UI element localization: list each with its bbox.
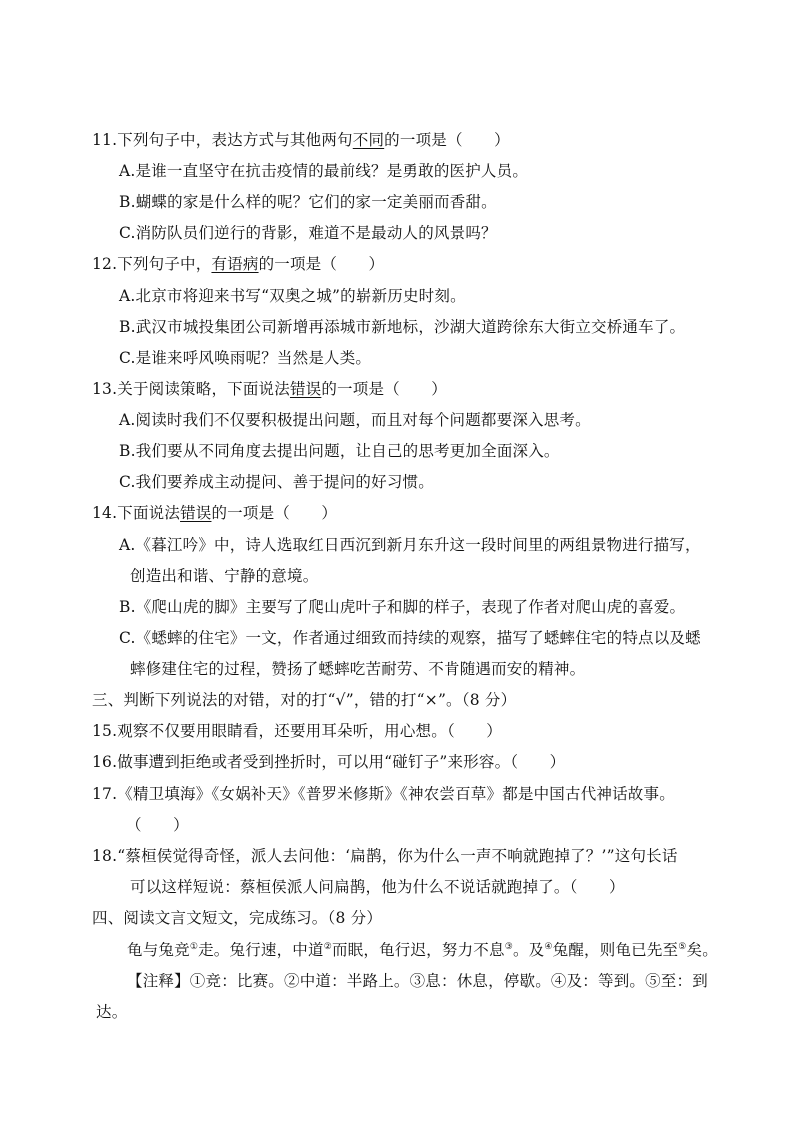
footnote-marker: ① xyxy=(189,941,199,952)
question-18: 18.“蔡桓侯觉得奇怪，派人去问他：‘扁鹊，你为什么一声不响就跑掉了？’”这句长话 xyxy=(92,847,678,865)
question-13-stem: 13.关于阅读策略，下面说法 xyxy=(92,380,290,398)
passage-text: 龟与兔竞 xyxy=(127,941,190,959)
question-13 xyxy=(92,379,447,399)
footnote-marker: ③ xyxy=(504,941,513,952)
question-11-option-b: B.蝴蝶的家是什么样的呢？它们的家一定美丽而香甜。 xyxy=(119,193,497,211)
question-14-keyword: 错误 xyxy=(180,504,212,522)
passage-text: 。及 xyxy=(512,941,545,959)
footnote-marker: ⑤ xyxy=(678,941,687,952)
question-14-stem-end: 的一项是（ ） xyxy=(211,504,338,522)
question-13-option-a: A.阅读时我们不仅要积极提出问题，而且对每个问题都要深入思考。 xyxy=(119,411,591,429)
question-11 xyxy=(92,130,510,150)
question-13-option-c: C.我们要养成主动提问、善于提问的好习惯。 xyxy=(119,473,434,491)
classical-passage xyxy=(127,940,718,960)
question-11-stem-end: 的一项是（ ） xyxy=(384,131,510,149)
question-16: 16.做事遭到拒绝或者受到挫折时，可以用“碰钉子”来形容。（ ） xyxy=(92,753,566,771)
question-12-stem: 12.下列句子中， xyxy=(92,255,212,273)
question-12-option-a: A.北京市将迎来书写“双奥之城”的崭新历史时刻。 xyxy=(119,287,466,305)
section-3-heading: 三、判断下列说法的对错，对的打“√”，错的打“×”。（8 分） xyxy=(92,691,517,709)
question-13-stem-end: 的一项是（ ） xyxy=(321,380,447,398)
question-14-option-c: C.《蟋蟀的住宅》一文，作者通过细致而持续的观察，描写了蟋蟀住宅的特点以及蟋 xyxy=(119,629,701,647)
question-15: 15.观察不仅要用眼睛看，还要用耳朵听，用心想。（ ） xyxy=(92,722,503,740)
passage-notes: 【注释】①竞：比赛。②中道：半路上。③息：休息，停歇。④及：等到。⑤至：到 xyxy=(127,972,708,990)
question-13-option-b: B.我们要从不同角度去提出问题，让自己的思考更加全面深入。 xyxy=(119,442,560,460)
question-17: 17.《精卫填海》《女娲补天》《普罗米修斯》《神农尝百草》都是中国古代神话故事。 xyxy=(92,785,675,803)
passage-text: 兔醒，则龟已先至 xyxy=(552,941,679,959)
footnote-marker: ② xyxy=(323,941,332,952)
question-12-option-b: B.武汉市城投集团公司新增再添城市新地标，沙湖大道跨徐东大街立交桥通车了。 xyxy=(119,318,686,336)
question-13-keyword: 错误 xyxy=(289,380,322,398)
question-14-option-a: A.《暮江吟》中，诗人选取红日西沉到新月东升这一段时间里的两组景物进行描写， xyxy=(119,536,701,554)
passage-text: 矣。 xyxy=(686,941,718,959)
question-14-option-a-continued: 创造出和谐、宁静的意境。 xyxy=(130,567,319,585)
passage-text: 而眠，龟行迟，努力不息 xyxy=(331,941,505,959)
question-12-stem-end: 的一项是（ ） xyxy=(258,255,385,273)
question-11-option-a: A.是谁一直坚守在抗击疫情的最前线？是勇敢的医护人员。 xyxy=(119,162,529,180)
question-17-answer-blank: （ ） xyxy=(126,816,189,834)
question-14-option-c-continued: 蟀修建住宅的过程，赞扬了蟋蟀吃苦耐劳、不肯随遇而安的精神。 xyxy=(130,660,586,678)
question-11-keyword: 不同 xyxy=(352,131,385,149)
passage-text: 走。兔行速，中道 xyxy=(198,941,324,959)
question-14-option-b: B.《爬山虎的脚》主要写了爬山虎叶子和脚的样子，表现了作者对爬山虎的喜爱。 xyxy=(119,598,686,616)
passage-notes-continued: 达。 xyxy=(96,1003,128,1021)
question-14 xyxy=(92,503,337,523)
question-11-option-c: C.消防队员们逆行的背影，难道不是最动人的风景吗？ xyxy=(119,224,497,242)
question-12 xyxy=(92,254,384,274)
question-12-option-c: C.是谁来呼风唤雨呢？当然是人类。 xyxy=(119,349,372,367)
question-18-continued: 可以这样短说：蔡桓侯派人问扁鹊，他为什么不说话就跑掉了。（ ） xyxy=(130,878,625,896)
footnote-marker: ④ xyxy=(544,941,553,952)
question-14-stem: 14.下面说法 xyxy=(92,504,181,522)
section-4-heading: 四、阅读文言文短文，完成练习。（8 分） xyxy=(92,909,383,927)
question-12-keyword: 有语病 xyxy=(211,255,259,273)
question-11-stem: 11.下列句子中，表达方式与其他两句 xyxy=(92,131,353,149)
